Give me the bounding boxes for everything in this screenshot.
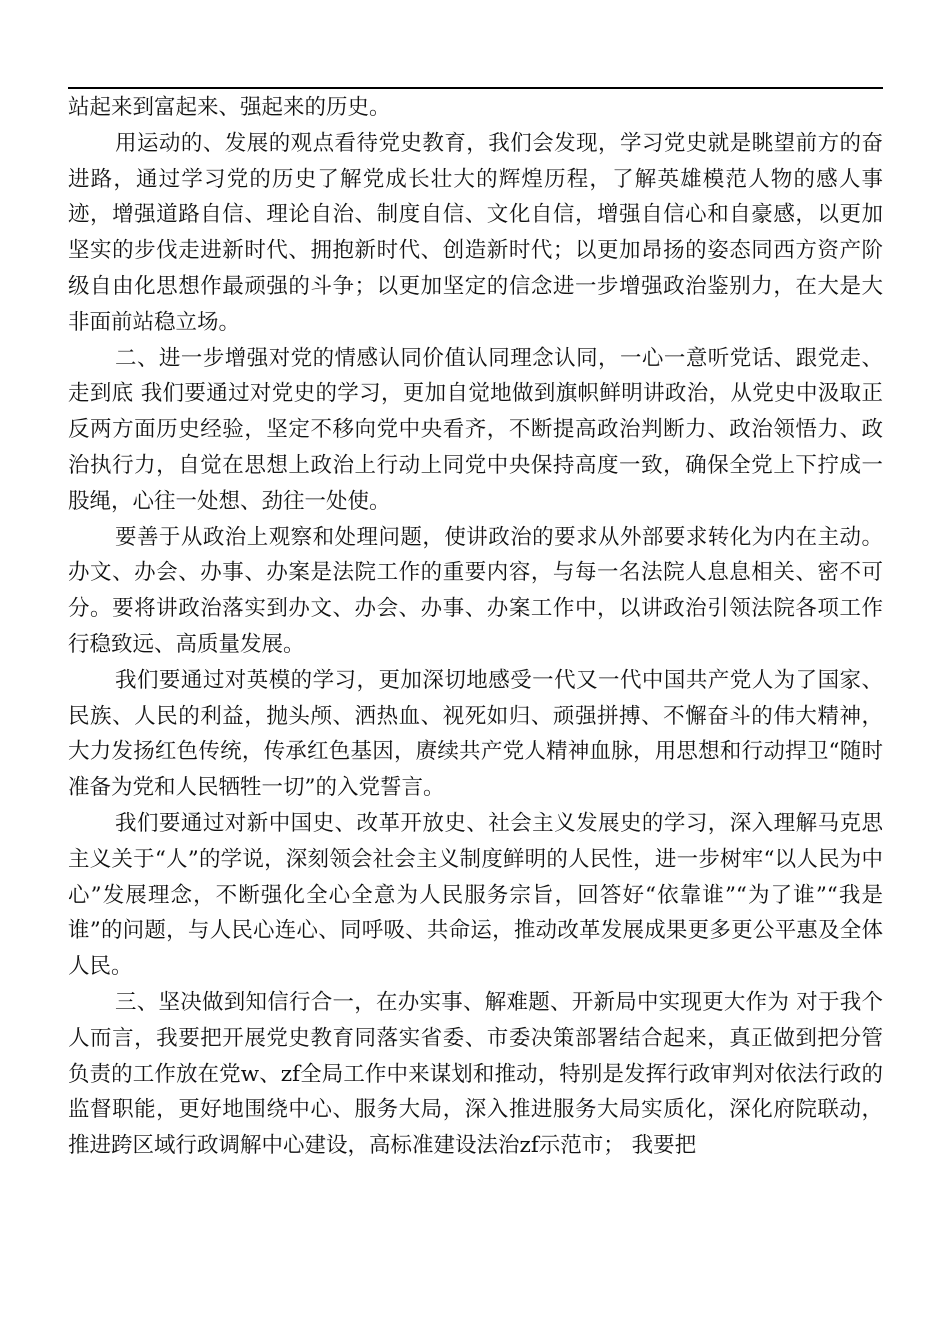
document-body bbox=[68, 90, 883, 1164]
paragraph-section-three: 三、坚决做到知信行合一，在办实事、解难题、开新局中实现更大作为 对于我个人而言，我要把开展党史教育同落实省委、市委决策部署结合起来，真正做到把分管负责的工作放在党w、zf全局工作中来谋划和推动，特别是发挥行政审判对依法行政的监督职能，更好地围绕中心、服务大局，深入推进服务大局实质化，深化府院联动，推进跨区域行政调解中心建设，高标准建设法治zf示范市； 我要把 bbox=[68, 989, 883, 1159]
paragraph-continuation: 站起来到富起来、强起来的历史。 bbox=[68, 95, 391, 120]
paragraph-section-two: 二、进一步增强对党的情感认同价值认同理念认同，一心一意听党话、跟党走、走到底 我们要通过对党史的学习，更加自觉地做到旗帜鲜明讲政治，从党史中汲取正反两方面历史经验，坚定不移向党中央看齐，不断提高政治判断力、政治领悟力、政治执行力，自觉在思想上政治上行动上同党中央保持高度一致，确保全党上下拧成一股绳，心往一处想、劲往一处使。 bbox=[68, 345, 883, 514]
paragraph-politics-in-court-work: 要善于从政治上观察和处理问题，使讲政治的要求从外部要求转化为内在主动。办文、办会、办事、办案是法院工作的重要内容，与每一名法院人息息相关、密不可分。要将讲政治落实到办文、办会、办事、办案工作中，以讲政治引领法院各项工作行稳致远、高质量发展。 bbox=[68, 524, 883, 657]
paragraph-heroes-study: 我们要通过对英模的学习，更加深切地感受一代又一代中国共产党人为了国家、民族、人民的利益，抛头颅、洒热血、视死如归、顽强拼搏、不懈奋斗的伟大精神，大力发扬红色传统，传承红色基因，赓续共产党人精神血脉，用思想和行动捍卫“随时准备为党和人民牺牲一切”的入党誓言。 bbox=[68, 667, 883, 801]
paragraph-party-history-outlook: 用运动的、发展的观点看待党史教育，我们会发现，学习党史就是眺望前方的奋进路，通过学习党的历史了解党成长壮大的辉煌历程，了解英雄模范人物的感人事迹，增强道路自信、理论自治、制度自信、文化自信，增强自信心和自豪感，以更加坚实的步伐走进新时代、拥抱新时代、创造新时代；以更加昂扬的姿态同西方资产阶级自由化思想作最顽强的斗争；以更加坚定的信念进一步增强政治鉴别力，在大是大非面前站稳立场。 bbox=[68, 130, 883, 335]
paragraph-people-centered: 我们要通过对新中国史、改革开放史、社会主义发展史的学习，深入理解马克思主义关于“人”的学说，深刻领会社会主义制度鲜明的人民性，进一步树牢“以人民为中心”发展理念，不断强化全心全意为人民服务宗旨，回答好“依靠谁”“为了谁”“我是谁”的问题，与人民心连心、同呼吸、共命运，推动改革发展成果更多更公平惠及全体人民。 bbox=[68, 810, 883, 980]
header-rule bbox=[68, 87, 883, 89]
